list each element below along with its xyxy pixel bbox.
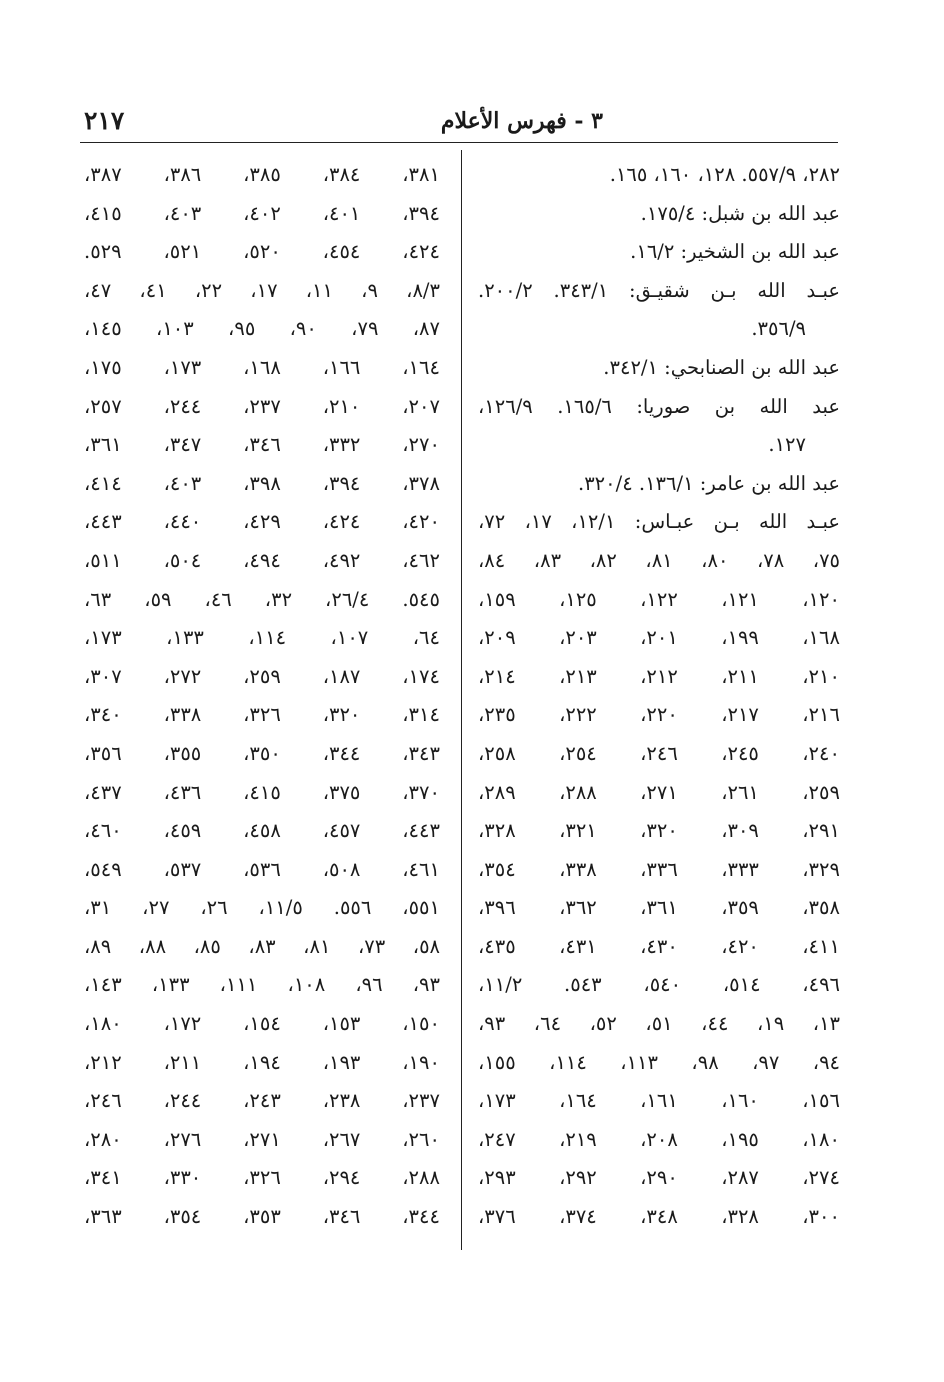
index-line: عبد الله بن الصنابحي: ٣٤٢/١.	[603, 355, 840, 379]
index-line: عبد الله بن صوريا: ١٦٥/٦. ١٢٦/٩،	[478, 394, 840, 418]
index-line: ١٣، ١٩، ٤٤، ٥١، ٥٢، ٦٤، ٩٣،	[478, 1012, 840, 1036]
index-line: ٩٣، ٩٦، ١٠٨، ١١١، ١٣٣، ١٤٣،	[84, 973, 440, 997]
index-line: ٢٧٠، ٣٣٢، ٣٤٦، ٣٤٧، ٣٦١،	[84, 433, 440, 457]
index-line: ١٥٠، ١٥٣، ١٥٤، ١٧٢، ١٨٠،	[84, 1012, 440, 1036]
column-divider	[461, 150, 462, 1250]
index-line: ٢٥٩، ٢٦١، ٢٧١، ٢٨٨، ٢٨٩،	[478, 780, 840, 804]
index-line: ٨٧، ٧٩، ٩٠، ٩٥، ١٠٣، ١٤٥،	[84, 317, 440, 341]
index-line: عبـد الله بـن عبـاس: ١٢/١، ١٧، ٧٢،	[478, 510, 840, 534]
index-line: ١٦٨، ١٩٩، ٢٠١، ٢٠٣، ٢٠٩،	[478, 626, 840, 650]
index-line: عبد الله بن الشخير: ١٦/٢.	[630, 240, 840, 264]
index-line: ٤٤٣، ٤٥٧، ٤٥٨، ٤٥٩، ٤٦٠،	[84, 819, 440, 843]
index-line: ٤١١، ٤٢٠، ٤٣٠، ٤٣١، ٤٣٥،	[478, 934, 840, 958]
page-header	[80, 104, 838, 142]
index-line: ١٢٠، ١٢١، ١٢٢، ١٢٥، ١٥٩،	[478, 587, 840, 611]
index-line: ٥٥١، ٥٥٦. ١١/٥، ٢٦، ٢٧، ٣١،	[84, 896, 440, 920]
index-line: ٢٠٧، ٢١٠، ٢٣٧، ٢٤٤، ٢٥٧،	[84, 394, 440, 418]
index-line: ٤٦١، ٥٠٨، ٥٣٦، ٥٣٧، ٥٤٩،	[84, 857, 440, 881]
index-line: ٤٢٠، ٤٢٤، ٤٢٩، ٤٤٠، ٤٤٣،	[84, 510, 440, 534]
index-line: ٢٩١، ٣٠٩، ٣٢٠، ٣٢١، ٣٢٨،	[478, 819, 840, 843]
index-line: ٤٢٤، ٤٥٤، ٥٢٠، ٥٢١، ٥٢٩.	[84, 240, 440, 264]
page-number: ٢١٧	[84, 106, 125, 135]
index-line: ١٨٠، ١٩٥، ٢٠٨، ٢١٩، ٢٤٧،	[478, 1127, 840, 1151]
index-line: ٢٨٢، ٥٥٧/٩. ١٢٨، ١٦٠، ١٦٥.	[609, 163, 840, 186]
index-line: ٤٦٢، ٤٩٢، ٤٩٤، ٥٠٤، ٥١١،	[84, 548, 440, 572]
index-line: ٨/٣، ٩، ١١، ١٧، ٢٢، ٤١، ٤٧،	[84, 278, 440, 302]
index-line: عبد الله بن عامر: ١٣٦/١. ٣٢٠/٤.	[578, 471, 840, 495]
index-line: ٣١٤، ٣٢٠، ٣٢٦، ٣٣٨، ٣٤٠،	[84, 703, 440, 727]
index-line: ٣٧٠، ٣٧٥، ٤١٥، ٤٣٦، ٤٣٧،	[84, 780, 440, 804]
index-line: ٣٧٨، ٣٩٤، ٣٩٨، ٤٠٣، ٤١٤،	[84, 471, 440, 495]
index-line: ٣٥٦/٩.	[751, 317, 806, 341]
index-line: ٣٩٤، ٤٠١، ٤٠٢، ٤٠٣، ٤١٥،	[84, 201, 440, 225]
index-line: ٣٠٠، ٣٢٨، ٣٤٨، ٣٧٤، ٣٧٦،	[478, 1205, 840, 1229]
left-column	[84, 156, 440, 1237]
index-line: ١٩٠، ١٩٣، ١٩٤، ٢١١، ٢١٢،	[84, 1050, 440, 1074]
index-line: ٢٦٠، ٢٦٧، ٢٧١، ٢٧٦، ٢٨٠،	[84, 1127, 440, 1151]
index-line: عبد الله بن شبل: ١٧٥/٤.	[640, 201, 840, 225]
index-line: ٢٧٤، ٢٨٧، ٢٩٠، ٢٩٢، ٢٩٣،	[478, 1166, 840, 1190]
header-rule	[80, 142, 838, 143]
index-line: ٣٤٣، ٣٤٤، ٣٥٠، ٣٥٥، ٣٥٦،	[84, 741, 440, 765]
index-line: ٣٨١، ٣٨٤، ٣٨٥، ٣٨٦، ٣٨٧،	[84, 163, 440, 186]
index-line: ٣٢٩، ٣٣٣، ٣٣٦، ٣٣٨، ٣٥٤،	[478, 857, 840, 881]
index-line: ٩٤، ٩٧، ٩٨، ١١٣، ١١٤، ١٥٥،	[478, 1050, 840, 1074]
index-line: ٣٥٨، ٣٥٩، ٣٦١، ٣٦٢، ٣٩٦،	[478, 896, 840, 920]
index-line: ١٥٦، ١٦٠، ١٦١، ١٦٤، ١٧٣،	[478, 1089, 840, 1113]
index-line: ١٢٧.	[768, 433, 806, 457]
index-line: ٥٨، ٧٣، ٨١، ٨٣، ٨٥، ٨٨، ٨٩،	[84, 934, 440, 958]
index-line: ٢١٦، ٢١٧، ٢٢٠، ٢٢٢، ٢٣٥،	[478, 703, 840, 727]
index-line: ١٧٤، ١٨٧، ٢٥٩، ٢٧٢، ٣٠٧،	[84, 664, 440, 688]
index-line: ٤٩٦، ٥١٤، ٥٤٠، ٥٤٣. ١١/٢،	[478, 973, 840, 997]
right-column	[478, 156, 840, 1237]
index-line: ١٦٤، ١٦٦، ١٦٨، ١٧٣، ١٧٥،	[84, 355, 440, 379]
index-line: ٣٤٤، ٣٤٦، ٣٥٣، ٣٥٤، ٣٦٣،	[84, 1205, 440, 1229]
header-title: ٣ - فهرس الأعلام	[440, 108, 603, 134]
index-line: ٢٨٨، ٢٩٤، ٣٢٦، ٣٣٠، ٣٤١،	[84, 1166, 440, 1190]
index-line: ٧٥، ٧٨، ٨٠، ٨١، ٨٢، ٨٣، ٨٤،	[478, 548, 840, 572]
index-line: ٢٣٧، ٢٣٨، ٢٤٣، ٢٤٤، ٢٤٦،	[84, 1089, 440, 1113]
index-line: ٢١٠، ٢١١، ٢١٢، ٢١٣، ٢١٤،	[478, 664, 840, 688]
index-line: ٥٤٥. ٢٦/٤، ٣٢، ٤٦، ٥٩، ٦٣،	[84, 587, 440, 611]
index-line: عبـد الله بـن شقيـق: ٣٤٣/١. ٢٠٠/٢.	[478, 278, 840, 302]
index-line: ٢٤٠، ٢٤٥، ٢٤٦، ٢٥٤، ٢٥٨،	[478, 741, 840, 765]
index-line: ٦٤، ١٠٧، ١١٤، ١٣٣، ١٧٣،	[84, 626, 440, 650]
